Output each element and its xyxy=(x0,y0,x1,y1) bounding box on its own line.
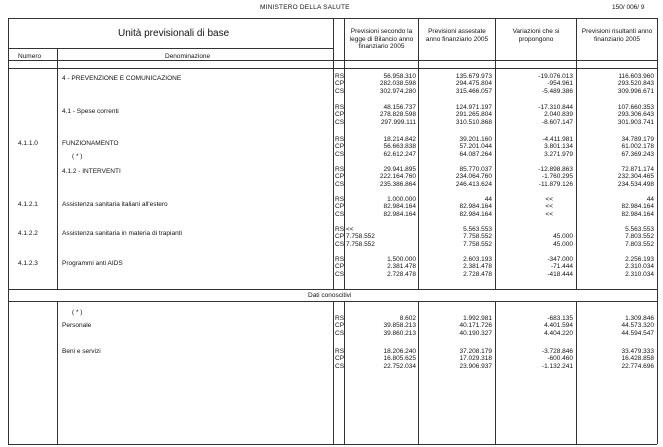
row-col1: 1.500.000 2.381.478 2.728.478 xyxy=(387,256,416,278)
row-tags: RS CP CS xyxy=(335,136,345,158)
col-tag-divider xyxy=(333,18,334,289)
col-tag-divider-lower xyxy=(333,301,334,444)
row-col1: 18.214.842 56.663.838 62.612.247 xyxy=(383,136,416,158)
row-col4: 116.603.960 293.520.843 309.996.671 xyxy=(617,73,654,95)
col1-divider-lower xyxy=(344,301,345,444)
row-col1: 48.156.737 278.828.598 297.999.111 xyxy=(379,104,416,126)
row-note: ( * ) xyxy=(72,153,83,160)
row-col1: << 7.758.552 7.758.552 xyxy=(346,226,375,248)
row-label: Programmi anti AIDS xyxy=(62,260,123,267)
row-col3: -683.135 4.401.594 4.404.220 xyxy=(544,315,573,337)
row-number: 4.1.2.3 xyxy=(18,260,38,267)
col-header-4: Previsioni risultanti anno finanziario 2005 xyxy=(581,28,653,43)
page-reference: 150/ 006/ 9 xyxy=(612,4,645,11)
col3-divider-lower xyxy=(495,301,496,444)
row-number: 4.1.1.0 xyxy=(18,140,38,147)
row-col2: 44 82.984.164 82.984.164 xyxy=(459,196,492,218)
row-label: Assistenza sanitaria in materia di trapianti xyxy=(62,230,182,237)
row-col1: 56.958.310 282.038.598 302.974.280 xyxy=(379,73,416,95)
row-label: 4.1 - Spese correnti xyxy=(62,108,119,115)
row-tags: RS CP CS xyxy=(335,73,345,95)
section-title: Dati conoscitivi xyxy=(308,292,352,299)
known-row-label: Personale xyxy=(62,322,92,329)
col1-divider xyxy=(344,18,345,289)
row-tags: RS CP CS xyxy=(335,166,345,188)
unit-title: Unità previsionali di base xyxy=(118,28,230,39)
row-tags: RS CP CS xyxy=(335,226,345,248)
row-col4: 107.660.353 293.306.643 301.903.741 xyxy=(617,104,654,126)
row-col2: 85.770.037 234.064.760 246.413.624 xyxy=(455,166,492,188)
section-divider-top xyxy=(8,289,657,290)
row-col3: << << << xyxy=(545,196,553,218)
row-col2: 39.201.160 57.201.044 64.087.264 xyxy=(459,136,492,158)
table-right-border xyxy=(657,18,658,444)
row-label: Assistenza sanitaria italiani all'estero xyxy=(62,201,168,208)
table-bottom-border xyxy=(8,444,657,445)
row-col2: 37.208.179 17.029.318 23.906.937 xyxy=(459,348,492,370)
col3-divider xyxy=(495,18,496,289)
unit-title-divider xyxy=(8,48,333,49)
table-left-border xyxy=(8,18,9,444)
row-col4: 33.479.333 16.428.858 22.774.696 xyxy=(621,348,654,370)
row-col2: 5.563.553 7.758.552 7.758.552 xyxy=(463,226,492,248)
row-tags: RS CP CS xyxy=(335,104,345,126)
row-col3: -12.898.863 -1.760.295 -11.879.126 xyxy=(538,166,573,188)
row-tags: RS CP CS xyxy=(335,256,345,278)
row-col2: 135.679.973 294.475.804 315.466.057 xyxy=(455,73,492,95)
row-col3: 45.000 45.000 xyxy=(553,233,573,248)
row-col3: -4.411.981 3.801.134 3.271.979 xyxy=(542,136,573,158)
col-header-1: Previsioni secondo la legge di Bilancio anno finanziario 2005 xyxy=(349,28,414,50)
row-col3: -3.728.846 -600.460 -1.132.241 xyxy=(541,348,573,370)
row-tags: RS CP CS xyxy=(335,315,345,337)
row-col4: 2.256.193 2.310.034 2.310.034 xyxy=(625,256,654,278)
row-col4: 44 82.984.164 82.984.164 xyxy=(621,196,654,218)
col-numero-divider-lower xyxy=(57,301,58,444)
col-numero-divider xyxy=(57,48,58,289)
row-col1: 18.206.240 16.805.625 22.752.034 xyxy=(383,348,416,370)
row-label: 4 - PREVENZIONE E COMUNICAZIONE xyxy=(62,75,182,82)
col-header-3: Variazioni che si propongono xyxy=(512,28,560,43)
row-col3: -19.076.013 -954.961 -5.489.386 xyxy=(538,73,573,95)
row-col2: 1.992.981 40.171.726 40.190.327 xyxy=(459,315,492,337)
col2-divider xyxy=(418,18,419,289)
row-tags: RS CP CS xyxy=(335,348,345,370)
row-col2: 124.971.197 291.265.804 310.510.868 xyxy=(455,104,492,126)
row-col4: 1.309.846 44.573.320 44.594.547 xyxy=(621,315,654,337)
col-header-denominazione: Denominazione xyxy=(165,53,211,60)
known-row-label: Beni e servizi xyxy=(62,348,101,355)
row-col4: 72.871.174 232.304.465 234.534.498 xyxy=(617,166,654,188)
row-number: 4.1.2.1 xyxy=(18,201,38,208)
row-tags: RS CP CS xyxy=(335,196,345,218)
col-header-2: Previsioni assestate anno finanziario 2005 xyxy=(425,28,489,43)
col2-divider-lower xyxy=(418,301,419,444)
row-col1: 8.602 39.858.213 39.860.213 xyxy=(383,315,416,337)
row-col1: 1.000.000 82.984.164 82.984.164 xyxy=(383,196,416,218)
row-number: 4.1.2.2 xyxy=(18,230,38,237)
row-col2: 2.603.193 2.381.478 2.728.478 xyxy=(463,256,492,278)
col4-divider xyxy=(576,18,577,289)
row-col3: -347.000 -71.444 -418.444 xyxy=(547,256,573,278)
row-col1: 29.941.895 222.164.760 235.386.864 xyxy=(379,166,416,188)
row-col4: 34.789.179 61.002.178 67.369.243 xyxy=(621,136,654,158)
row-col4: 5.563.553 7.803.552 7.803.552 xyxy=(625,226,654,248)
document-title: MINISTERO DELLA SALUTE xyxy=(260,4,350,11)
col4-divider-lower xyxy=(576,301,577,444)
row-col3: -17.310.844 2.040.839 -8.607.147 xyxy=(538,104,573,126)
row-label: 4.1.2 - INTERVENTI xyxy=(62,168,121,175)
col-header-numero: Numero xyxy=(18,53,42,60)
known-row-note: ( * ) xyxy=(72,309,83,316)
row-label: FUNZIONAMENTO xyxy=(62,140,119,147)
